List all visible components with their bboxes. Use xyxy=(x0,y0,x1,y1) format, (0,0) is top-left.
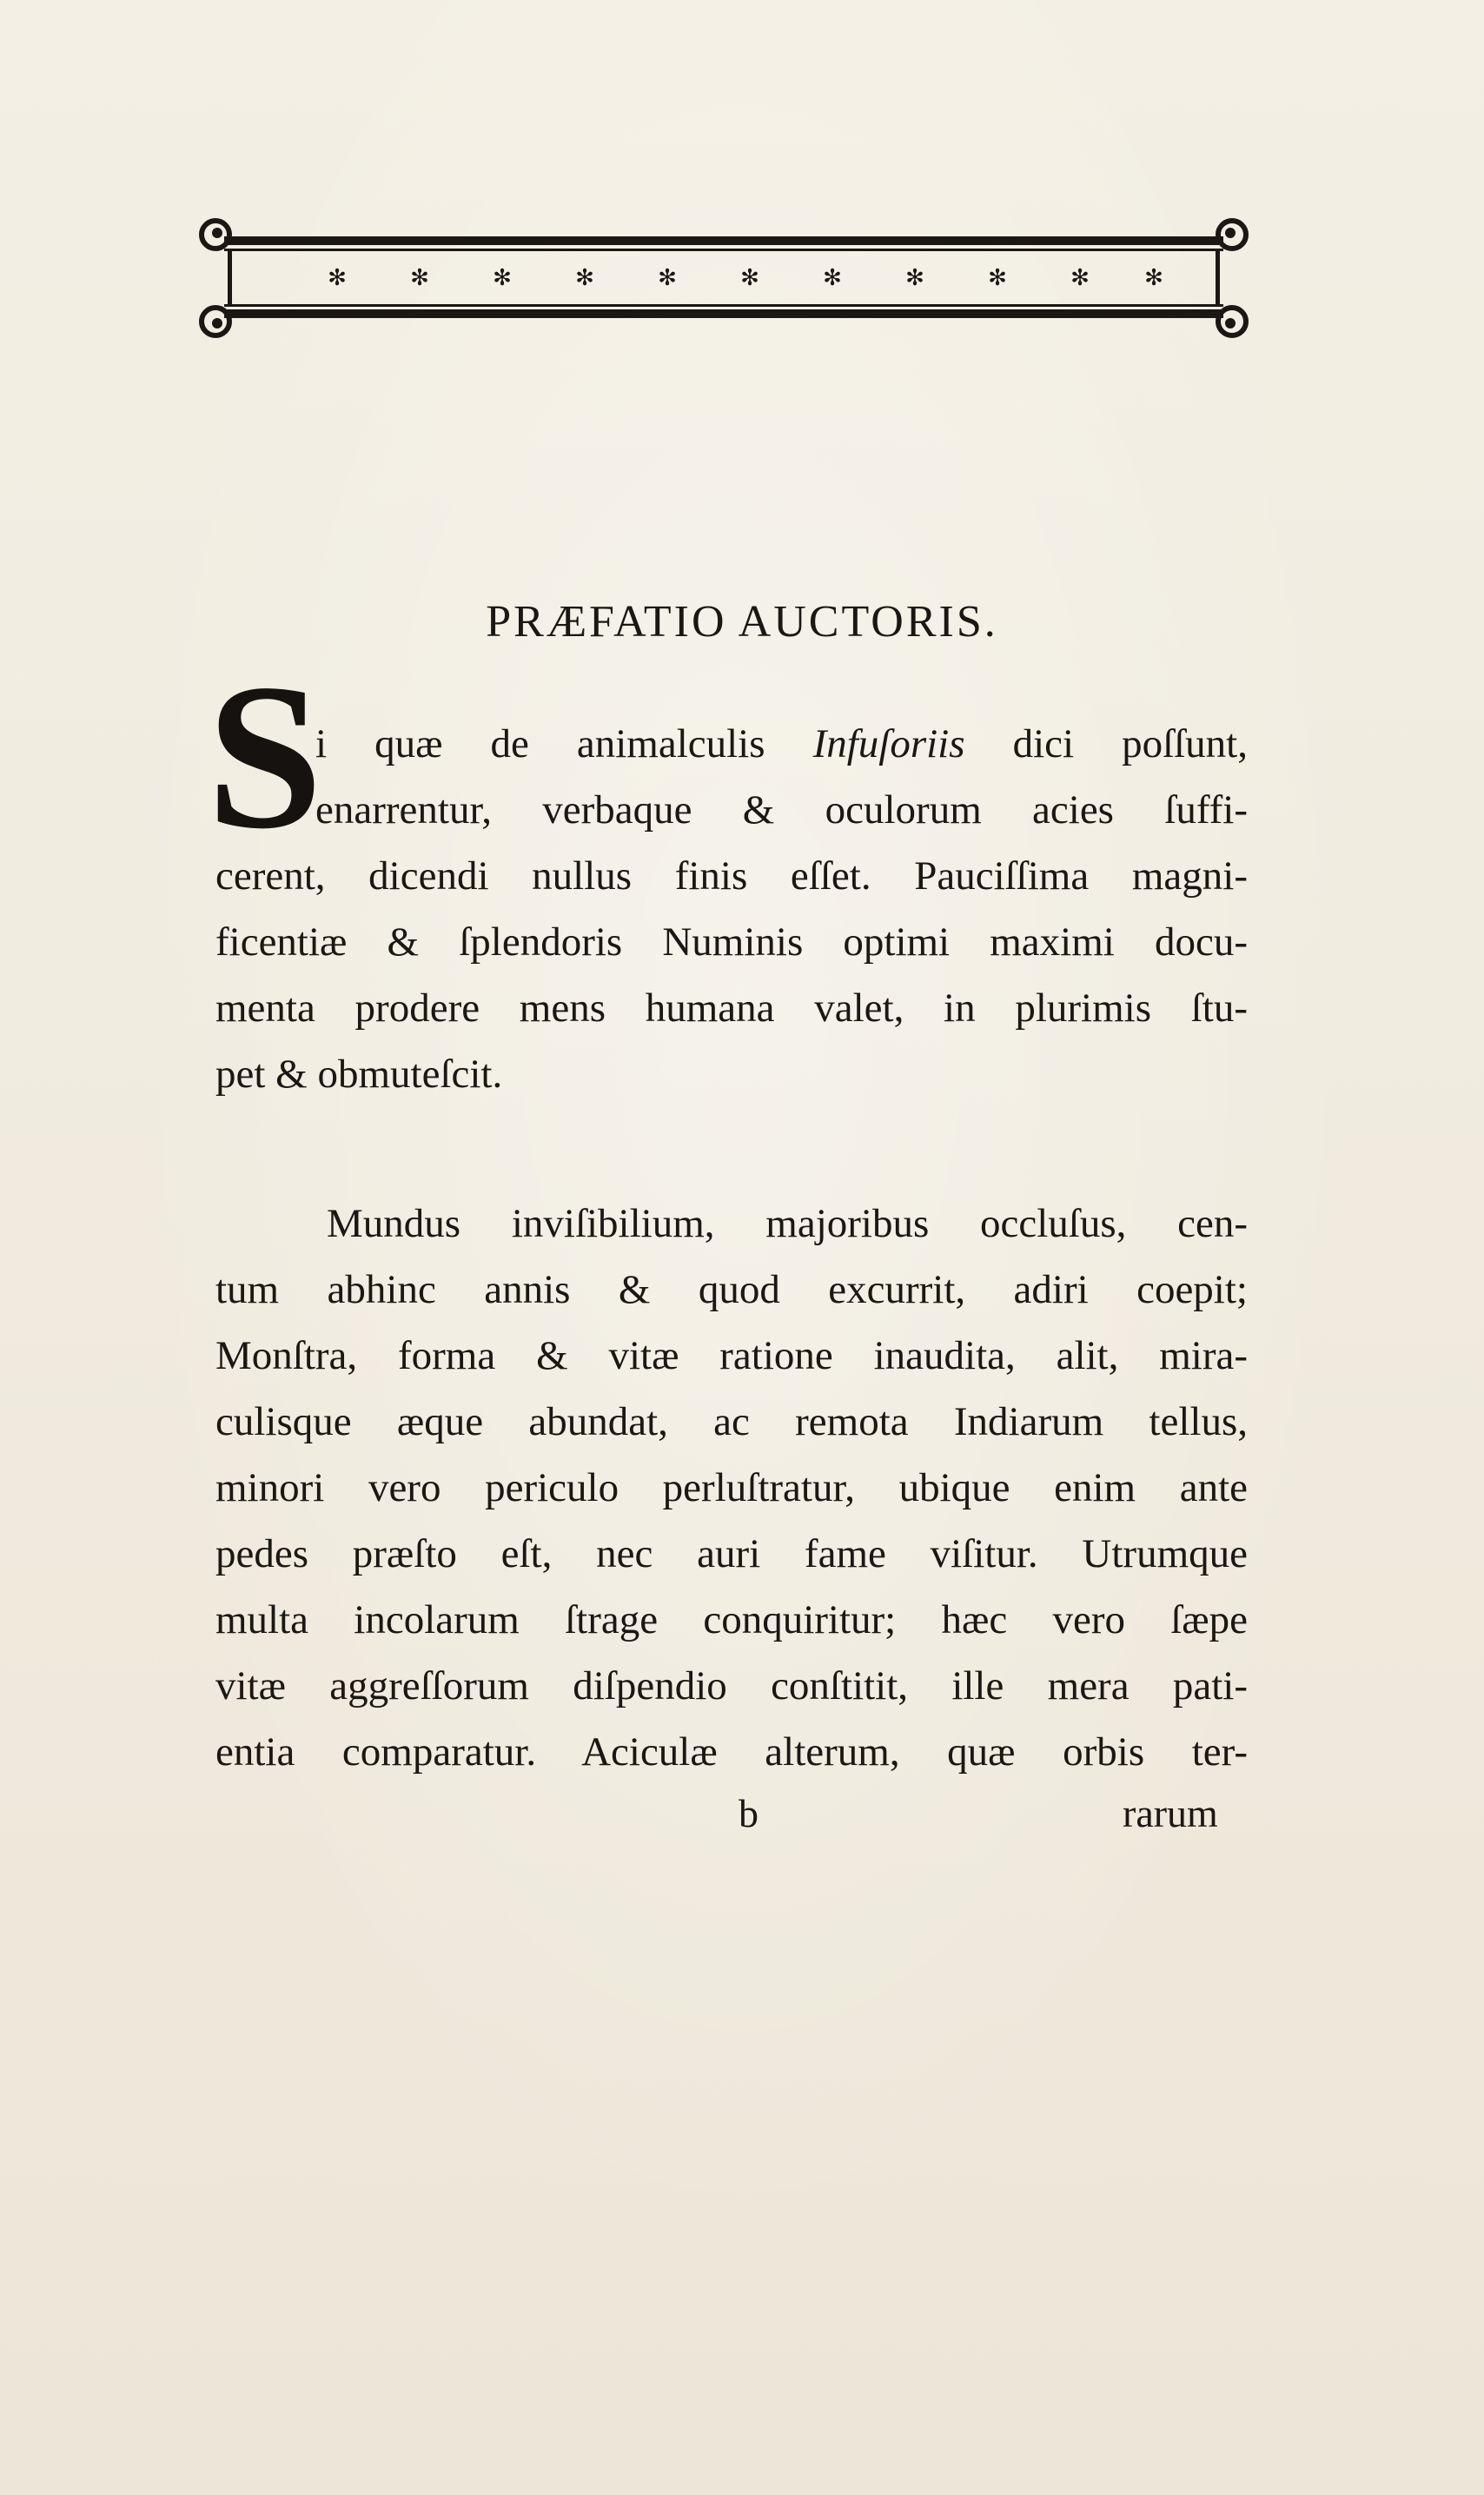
text-line: vitæ aggreſſorum diſpendio conſtitit, ille mera pati- xyxy=(215,1663,1248,1709)
header-ornament xyxy=(198,210,1249,349)
text-line: pedes præſto eſt, nec auri fame viſitur. Utrumque xyxy=(215,1531,1248,1576)
paragraph-2 xyxy=(215,1191,1248,1785)
page-title: PRÆFATIO AUCTORIS. xyxy=(486,597,998,647)
drop-cap: S xyxy=(207,640,323,872)
text-line: cerent, dicendi nullus finis eſſet. Pauciſſima magni- xyxy=(215,853,1248,899)
svg-text:✻: ✻ xyxy=(575,265,594,291)
text-line: tum abhinc annis & quod excurrit, adiri coepit; xyxy=(215,1267,1248,1312)
text-line: menta prodere mens humana valet, in plurimis ſtu- xyxy=(215,985,1248,1031)
text-line: enarrentur, verbaque & oculorum acies ſuffi- xyxy=(315,787,1248,833)
text-line: culisque æque abundat, ac remota Indiarum tellus, xyxy=(215,1399,1248,1444)
text-line: minori vero periculo perluſtratur, ubique enim ante xyxy=(215,1465,1248,1510)
svg-text:✻: ✻ xyxy=(740,265,759,291)
svg-text:✻: ✻ xyxy=(410,265,429,291)
svg-text:✻: ✻ xyxy=(1070,265,1090,291)
svg-text:✻: ✻ xyxy=(493,265,512,291)
catchword: rarum xyxy=(1123,1791,1218,1835)
text-line: pet & obmuteſcit. xyxy=(215,1052,503,1097)
text-line: multa incolarum ſtrage conquiritur; hæc vero ſæpe xyxy=(215,1597,1248,1642)
svg-text:✻: ✻ xyxy=(658,265,677,291)
svg-text:✻: ✻ xyxy=(823,265,842,291)
text-line: entia comparatur. Aciculæ alterum, quæ orbis ter- xyxy=(215,1729,1248,1775)
svg-text:✻: ✻ xyxy=(328,265,347,291)
signature-mark: b xyxy=(739,1791,759,1835)
text-line: ficentiæ & ſplendoris Numinis optimi maximi docu- xyxy=(215,919,1248,965)
svg-text:✻: ✻ xyxy=(1144,265,1163,291)
text-line: Monſtra, forma & vitæ ratione inaudita, alit, mira- xyxy=(215,1333,1248,1378)
svg-text:✻: ✻ xyxy=(988,265,1007,291)
text-line: Mundus inviſibilium, majoribus occluſus, cen- xyxy=(327,1201,1248,1246)
svg-text:✻: ✻ xyxy=(905,265,924,291)
text-line: i quæ de animalculis Infuſoriis dici poſſunt, xyxy=(315,721,1248,766)
paragraph-1 xyxy=(215,711,1248,1107)
